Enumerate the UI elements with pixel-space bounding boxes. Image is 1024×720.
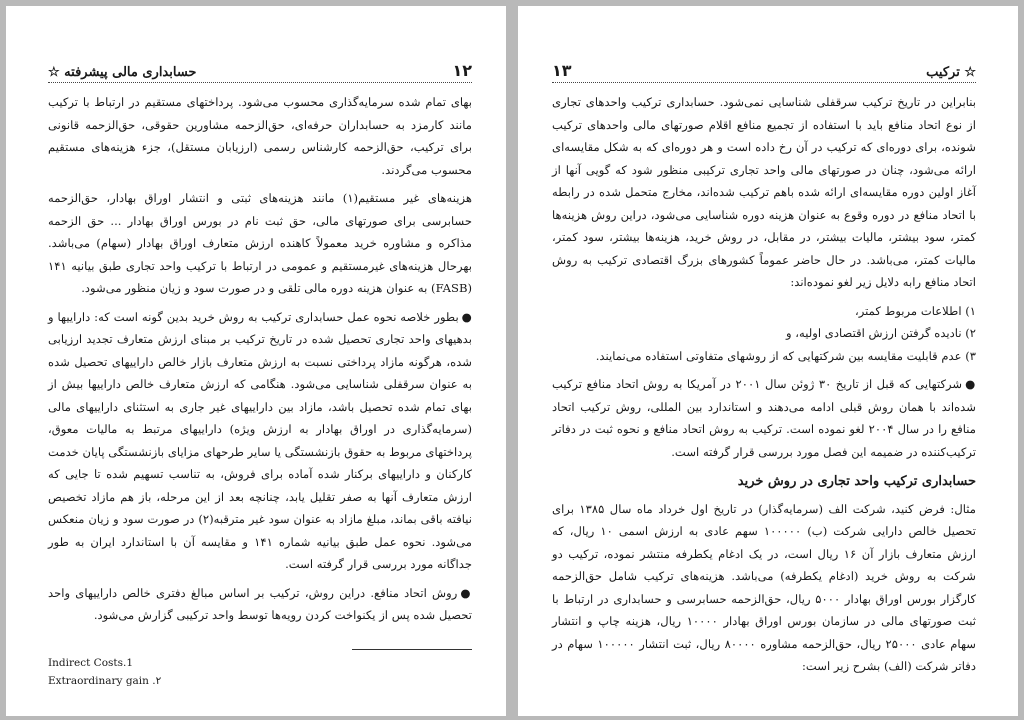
left-page — [6, 6, 506, 716]
right-header-title: ☆ ترکیب — [926, 65, 976, 80]
left-paragraph-2: هزینه‌های غیر مستقیم(۱) مانند هزینه‌های ثبتی و انتشار اوراق بهادار، حق‌الزحمه حسابرسی برای صورتهای مالی، حق ثبت نام در بورس اوراق بهادار ... حق الزحمه مذاکره و مشاوره خرید معمولاً کاهنده ارزش متعارف اوراق بهادار (سهام) می‌باشد. بهرحال هزینه‌های غیرمستقیم و عمومی در ارتباط با ترکیب واحد تجاری طبق بیانیه ۱۴۱ (FASB) به عنوان هزینه دوره مالی تلقی و در صورت سود و زیان منظور می‌شود. — [48, 191, 472, 295]
left-page-number: ۱۲ — [452, 61, 472, 80]
left-paragraph-3 — [48, 306, 472, 576]
right-paragraph-1: بنابراین در تاریخ ترکیب سرقفلی شناسایی نمی‌شود. حسابداری ترکیب واحدهای تجاری از نوع اتحاد منافع باید با استفاده از تجمیع منافع اقلام صورتهای مالی واحدهای ترکیب شونده، برای دوره‌ای که ترکیب در آن رخ داده است و هر دوره‌ای که به شکل مقایسه‌ای ارائه می‌شود، چنان در صورتهای مالی واحد تجاری ترکیبی منظور شود که گویی آنها از آغاز اولین دوره مقایسه‌ای ارائه شده باهم ترکیب شده‌اند، مخارج متحمل شده در رابطه با اتحاد منافع در دوره وقوع به عنوان هزینه دوره شناسایی می‌شود، دراین روش هزینه‌ها کمتر، سود بیشتر، مالیات بیشتر، در مقابل، در روش خرید، هزینه‌ها بیشتر، سود کمتر، مالیات کمتر، می‌باشد. در حال حاضر عموماً کشورهای بزرگ اقتصادی ترکیب به روش اتحاد منافع رابه دلایل زیر لغو نموده‌اند: — [552, 95, 976, 289]
right-page-number: ۱۳ — [552, 61, 572, 80]
right-body — [552, 91, 976, 678]
left-body — [48, 91, 472, 627]
list-item-1: ۱) اطلاعات مربوط کمتر، — [855, 303, 976, 318]
example-paragraph: مثال: فرض کنید، شرکت الف (سرمایه‌گذار) در تاریخ اول خرداد ماه سال ۱۳۸۵ برای تحصیل خالص دارایی شرکت (ب) ۱۰۰۰۰۰ سهم عادی به ارزش اسمی ۱۰ ریال، که ارزش متعارف بازار آن ۱۶ ریال است، در یک ادغام یکطرفه منتشر نموده، ترکیب دو شرکت به روش خرید (ادغام یکطرفه) می‌باشد. هزینه‌های ترکیب شامل حق‌الزحمه کارگزار بورس اوراق بهادار ۵۰۰۰ ریال، حق‌الزحمه حسابرسی و حسابداری در ارتباط با ثبت صورتهای مالی در سازمان بورس اوراق بهادار ۱۰۰۰۰ ریال، هزینه چاپ و انتشار سهام عادی ۲۵۰۰۰ ریال، حق‌الزحمه مشاوره ۸۰۰۰۰ ریال، ثبت انتشار ۱۰۰۰۰۰ سهام در دفاتر شرکت (الف) بشرح زیر است: — [552, 501, 977, 673]
footnotes — [48, 650, 472, 690]
right-paragraph-2 — [552, 373, 976, 463]
left-paragraph-3-text: بطور خلاصه نحوه عمل حسابداری ترکیب به روش خرید بدین گونه است که: داراییها و بدهیهای واحد تجاری تحصیل شده در تاریخ ترکیب بر مبنای ارزش متعارف تجدید ارزیابی شده، هرگونه مازاد پرداختی نسبت به ارزش متعارف بازار خالص داراییهای تحصیل شده به عنوان سرقفلی شناسایی می‌شود. هنگامی که ارزش متعارف خالص داراییها بیش از بهای تمام شده تحصیل باشد، مازاد بین داراییهای غیر جاری به استثنای داراییهای مالی (سرمایه‌گذاری در اوراق بهادار به ارزش ویژه) داراییهای مرتبط به مالیات معوق، پرداختهای مربوط به حقوق بازنشستگی یا سایر طرحهای مزایای بازنشستگی پایان خدمت کارکنان و داراییهای برکنار شده آماده برای فروش، به تناسب تسهیم شده تا جایی که ارزش متعارف آنها به صفر تقلیل یابد، چنانچه بعد از این مرحله، باز هم مازاد تخصیص نیافته باقی بماند، مبلغ مازاد به عنوان سود غیر مترقبه(۲) در صورت سود و زیان منعکس می‌شود. نحوه عمل طبق بیانیه شماره ۱۴۱ و مقایسه آن با استاندارد ایران به طور جداگانه مورد بررسی قرار گرفته است. — [48, 309, 472, 571]
footnote-1: Indirect Costs.1 — [48, 656, 134, 669]
bullet-icon: ● — [965, 377, 976, 391]
right-paragraph-2-text: شرکتهایی که قبل از تاریخ ۳۰ ژوئن سال ۲۰۰۱ در آمریکا به روش اتحاد منافع ترکیب شده‌اند با همان روش قبلی ادامه می‌دهند و استاندارد بین المللی، روش ترکیب اتحاد منافع را در سال ۲۰۰۴ لغو نموده است. ترکیب به روش اتحاد منافع و نحوه ثبت در دفاتر ترکیب‌کننده در ضمیمه این فصل مورد بررسی قرار گرفته است. — [552, 377, 976, 459]
left-paragraph-1: بهای تمام شده سرمایه‌گذاری محسوب می‌شود. پرداختهای مستقیم در ارتباط با ترکیب مانند کارمزد به حسابداران حرفه‌ای، حق‌الزحمه مشاورین حقوقی، حق‌الزحمه قانونی برای ترکیب، حق‌الزحمه کارشناس رسمی (ارزیابان مستقل)، جزء هزینه‌های مستقیم محسوب می‌گردند. — [48, 95, 472, 177]
left-paragraph-4-text: روش اتحاد منافع. دراین روش، ترکیب بر اساس مبالغ دفتری خالص داراییهای واحد تحصیل شده پس از یکنواخت کردن رویه‌ها توسط واحد ترکیبی گزارش می‌شود. — [48, 585, 472, 622]
section-heading: حسابداری ترکیب واحد تجاری در روش خرید — [737, 474, 976, 489]
left-header-title: حسابداری مالی پیشرفته ☆ — [48, 65, 197, 80]
list-item-2: ۲) نادیده گرفتن ارزش اقتصادی اولیه، و — [785, 326, 976, 340]
right-page — [518, 6, 1018, 716]
bullet-icon: ● — [460, 585, 472, 600]
page-gutter — [506, 0, 518, 720]
left-running-head — [48, 50, 472, 83]
list-item-3: ۳) عدم قابلیت مقایسه بین شرکتهایی که از روشهای متفاوتی استفاده می‌نمایند. — [595, 348, 976, 363]
footnote-2: Extraordinary gain .۲ — [48, 674, 162, 687]
bullet-icon: ● — [461, 309, 472, 324]
left-paragraph-4 — [48, 582, 472, 627]
right-running-head — [552, 50, 976, 83]
